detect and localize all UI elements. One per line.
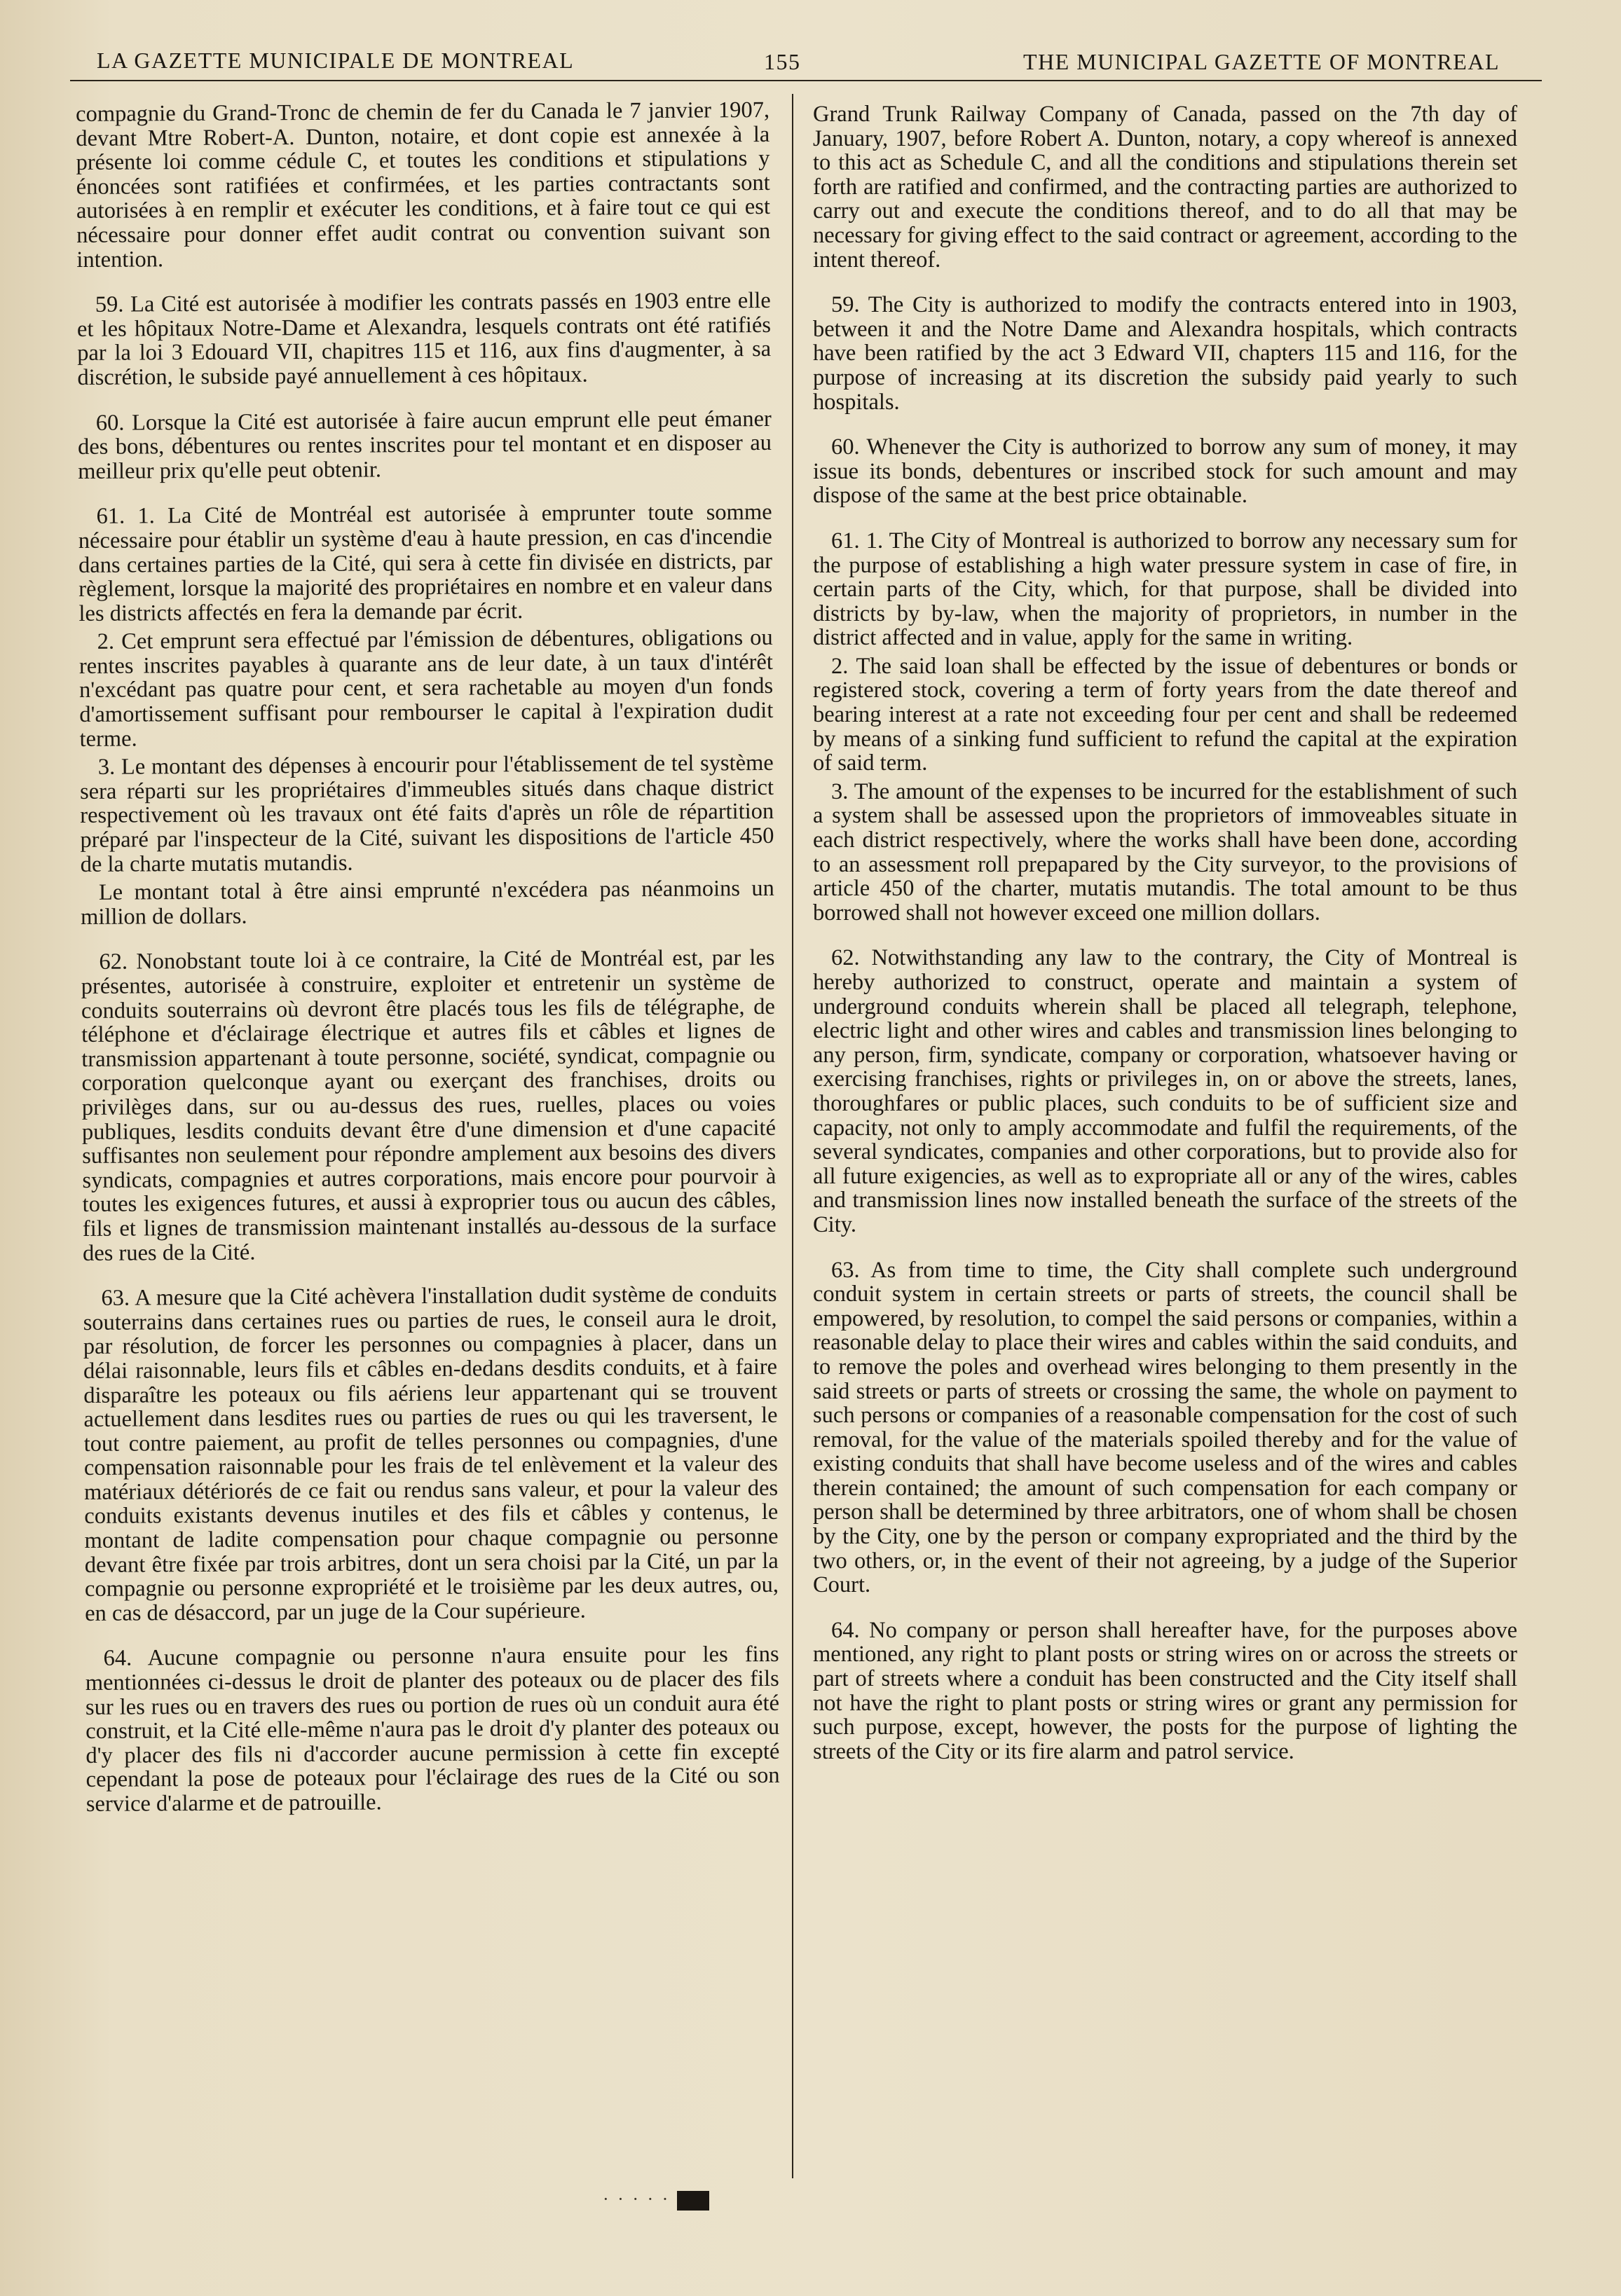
fr-section-61-3: 3. Le montant des dépenses à encourir pour l'établissement de tel système sera réparti sur les propriétaires d'immeubles situés dans chaque district respectivement où les travaux ont été faits d'après un rôle de répartition préparé par l'inspecteur de la Cité, suivant les dispositions de l'article 450 de la charte mutatis mutandis. — [79, 750, 774, 877]
column-divider — [792, 94, 793, 2178]
ink-block — [677, 2191, 709, 2211]
fr-section-61-2: 2. Cet emprunt sera effectué par l'émission de débentures, obligations ou rentes inscrites payables à quarante ans de leur date, à un taux d'intérêt n'excédant pas quatre pour cent, et sera rachetable au moyen d'un fonds d'amortissement suffisant pour rembourser le capital à l'expiration dudit terme. — [78, 625, 774, 752]
header-english-title: THE MUNICIPAL GAZETTE OF MONTREAL — [1023, 49, 1500, 74]
fr-section-59: 59. La Cité est autorisée à modifier les contrats passés en 1903 entre elle et les hôpitaux Notre-Dame et Alexandra, lesquels contrats ont été ratifiés par la loi 3 Edouard VII, chapitres 115 et 116, aux fins d'augmenter, à sa discrétion, le subside payé annuellement à ces hôpitaux. — [76, 288, 772, 390]
page-number: 155 — [764, 49, 801, 74]
fr-section-64: 64. Aucune compagnie ou personne n'aura ensuite pour les fins mentionnées ci-dessus le droit de planter des poteaux ou de placer des fils sur les rues ou en travers des rues ou portion de rues où un conduit aura été construit, et la Cité elle-même n'aura pas le droit d'y planter des poteaux ou d'y placer des fils ni d'accorder aucune permission à cette fin excepté cependant la pose de poteaux pour l'éclairage des rues de la Cité ou son service d'alarme et de patrouille. — [85, 1642, 780, 1817]
fr-section-61-1: 61. 1. La Cité de Montréal est autorisée à emprunter toute somme nécessaire pour établir un système d'eau à haute pression, en cas d'incendie dans certaines parties de la Cité, qui sera à cette fin divisée en districts, par règlement, lorsque la majorité des propriétaires en nombre et en valeur dans les districts affectés en fera la demande par écrit. — [78, 500, 773, 626]
en-section-59: 59. The City is authorized to modify the contracts entered into in 1903, between it and the Notre Dame and Alexandra hospitals, which contracts have been ratified by the act 3 Edward VII, chapters 115 and 116, for the purpose of increasing at its discretion the subsidy paid yearly to such hospitals. — [813, 292, 1517, 415]
english-column — [813, 102, 1517, 1785]
header-french-title: LA GAZETTE MUNICIPALE DE MONTREAL — [97, 48, 575, 73]
en-section-61-2: 2. The said loan shall be effected by the issue of debentures or bonds or registered stock, covering a term of forty years from the date thereof and bearing interest at a rate not exceeding four per cent and shall be redeemed by means of a sinking fund sufficient to refund the capital at the expiration of said term. — [813, 653, 1517, 776]
header-rule — [70, 80, 1542, 81]
fr-section-60: 60. Lorsque la Cité est autorisée à faire aucun emprunt elle peut émaner des bons, débentures ou rentes inscrites pour tel montant et en disposer au meilleur prix qu'elle peut obtenir. — [77, 406, 772, 484]
fr-section-62: 62. Nonobstant toute loi à ce contraire, la Cité de Montréal est, par les présentes, autorisée à construire, exploiter et entretenir un système de conduits souterrains où devront être placés tous les fils de télégraphe, de téléphone et d'éclairage électrique et autres fils et câbles et lignes de transmission appartenant à toute personne, société, syndicat, compagnie ou corporation quelconque ayant ou exerçant des franchises, droits ou privilèges dans, sur ou au-dessus des rues, ruelles, places ou voies publiques, lesdits conduits devant être d'une dimension et d'une capacité suffisantes non seulement pour répondre amplement aux besoins des divers syndicats, compagnies et autres corporations, mais encore pour pourvoir à toutes les exigences futures, et aussi à exproprier tous ou aucun des câbles, fils et lignes de transmission maintenant installés au-dessous de la surface des rues de la Cité. — [81, 945, 777, 1266]
en-section-61-3: 3. The amount of the expenses to be incurred for the establishment of such a system shall be assessed upon the proprietors of immoveables situate in each district respectively, where the works shall have been done, according to an assessment roll prepapared by the City surveyor, to the provisions of article 450 of the charter, mutatis mutandis. The total amount to be thus borrowed shall not however exceed one million dollars. — [813, 778, 1517, 926]
en-section-63: 63. As from time to time, the City shall complete such underground conduit system in certain streets or parts of streets, the council shall be empowered, by resolution, to compel the said persons or companies, within a reasonable delay to place their wires and cables within the said conduits, and to remove the poles and overhead wires belonging to them presently in the said streets or parts of streets or crossing the same, the whole on payment to such persons or companies of a reasonable compensation for the cost of such removal, for the value of the materials spoiled thereby and for the value of existing conduits that shall have become useless and of the wires and cables therein contained; the amount of such compensation for each company or person shall be determined by three arbitrators, one of whom shall be chosen by the City, one by the person or company expropriated and the third by the two others, or, in the event of their not agreeing, by a judge of the Superior Court. — [813, 1257, 1517, 1598]
fr-paragraph-continuation: compagnie du Grand-Tronc de chemin de fer du Canada le 7 janvier 1907, devant Mtre Robert-A. Dunton, notaire, et dont copie est annexée à la présente loi comme cédule C, et toutes les conditions et stipulations y énoncées sont ratifiées et confirmées, et les parties contractants sont autorisées à en remplir et exécuter les conditions, et à faire tout ce qui est nécessaire pour donner effet audit contrat ou convention suivant son intention. — [75, 97, 771, 273]
en-section-60: 60. Whenever the City is authorized to borrow any sum of money, it may issue its bonds, debentures or inscribed stock for such amount and may dispose of the same at the best price obtainable. — [813, 434, 1517, 509]
en-section-62: 62. Notwithstanding any law to the contrary, the City of Montreal is hereby authorized to construct, operate and maintain a system of underground conduits wherein shall be placed all telegraph, telephone, electric light and other wires and cables and transmission lines belonging to any person, firm, syndicate, company or corporation, whatsoever having or exercising franchises, rights or privileges in, on or above the streets, lanes, thoroughfares or public places, such conduits to be of sufficient size and capacity, not only to amply accommodate and fulfil the requirements, of the several syndicates, companies and other corporations, but to provide also for all future exigencies, as well as to expropriate all or any of the wires, cables and transmission lines now installed beneath the surface of the streets of the City. — [813, 945, 1517, 1237]
fr-section-63: 63. A mesure que la Cité achèvera l'installation dudit système de conduits souterrains dans certaines rues ou parties de rues, le conseil aura le droit, par résolution, de forcer les personnes ou compagnies à placer, dans un délai raisonnable, leurs fils et câbles en-dedans desdits conduits, et à faire disparaître les poteaux ou fils aériens leur appartenant qui se trouvent actuellement dans lesdites rues ou parties de rues ou qui les traversent, le tout contre paiement, au profit de telles personnes ou compagnies, d'une compensation raisonnable pour les frais de tel enlèvement et la valeur des matériaux détériorés de ce fait ou rendus sans valeur, et pour la valeur des conduits existants devenus inutiles et des fils et câbles y contenus, le montant de ladite compensation pour chaque compagnie ou personne devant être fixée par trois arbitres, dont un sera choisi par la Cité, un par la compagnie ou personne expropriété et le troisième par les deux autres, ou, en cas de désaccord, par un juge de la Cour supérieure. — [83, 1281, 779, 1626]
page-header — [91, 43, 1500, 78]
en-section-61-1: 61. 1. The City of Montreal is authorized to borrow any necessary sum for the purpose of establishing a high water pressure system in case of fire, in certain parts of the City, which, for that purpose, shall be divided into districts by by-law, when the majority of proprietors, in number in the district affected and in value, apply for the same in writing. — [813, 528, 1517, 651]
french-column — [76, 98, 780, 1838]
en-paragraph-continuation: Grand Trunk Railway Company of Canada, passed on the 7th day of January, 1907, before Robert A. Dunton, notary, a copy whereof is annexed to this act as Schedule C, and all the conditions and stipulations therein set forth are ratified and confirmed, and the contracting parties are authorized to carry out and execute the conditions thereof, and to do all that may be necessary for giving effect to the said contract or agreement, according to the intent thereof. — [813, 102, 1517, 273]
en-section-64: 64. No company or person shall hereafter have, for the purposes above mentioned, any right to plant posts or string wires on or across the streets or part of streets where a conduit has been constructed and the City itself shall not have the right to plant posts or string wires or grant any permission for such purpose, except, however, the posts for the purpose of lighting the streets of the City or its fire alarm and patrol service. — [813, 1617, 1517, 1764]
fr-section-61-total: Le montant total à être ainsi emprunté n'excédera pas néanmoins un million de dollars. — [80, 876, 774, 930]
print-mark: · · · · · — [603, 2189, 771, 2213]
